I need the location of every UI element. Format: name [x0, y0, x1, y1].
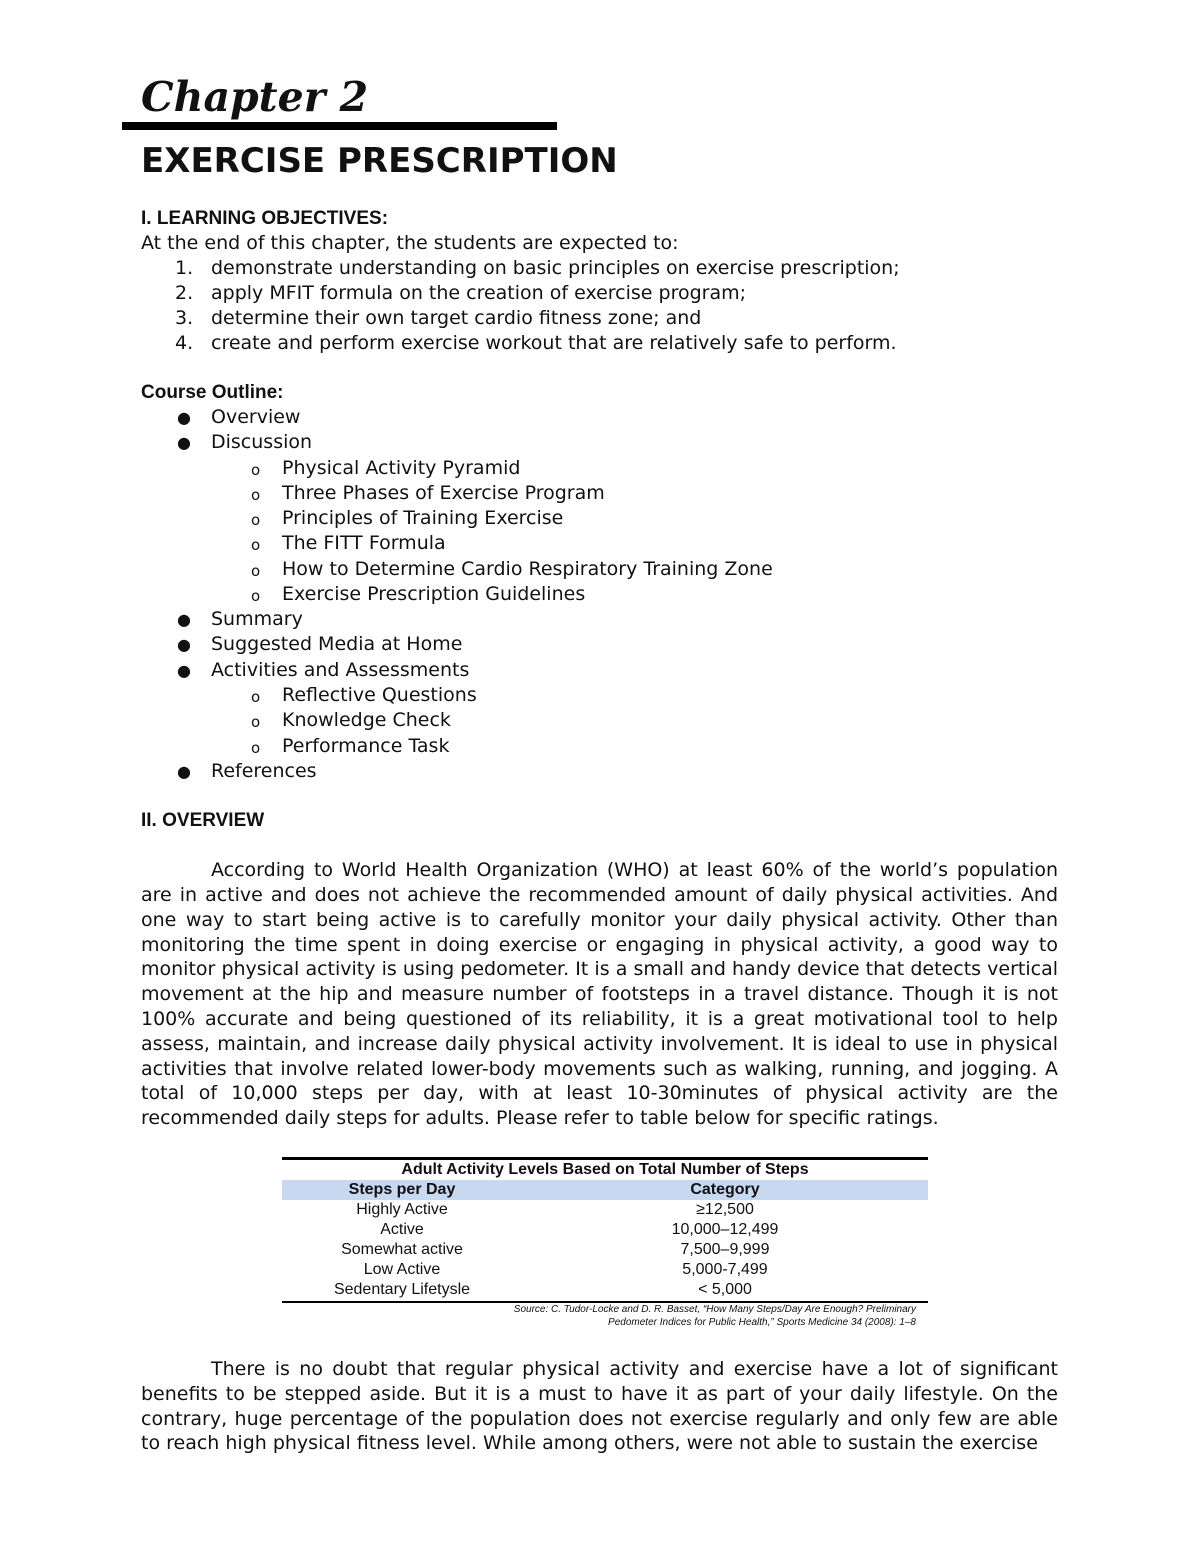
table-cell: Highly Active	[356, 1201, 448, 1219]
outline-subitem-label: How to Determine Cardio Respiratory Training Zone	[282, 557, 773, 580]
table-cell: 5,000-7,499	[682, 1261, 768, 1279]
steps-table-block	[141, 1131, 1058, 1349]
table-cell: Somewhat active	[341, 1241, 463, 1259]
outline-item-label: Activities and Assessments	[211, 658, 470, 681]
outline-subitem-label: Reflective Questions	[282, 684, 477, 707]
outline-subitem-label: The FITT Formula	[282, 532, 446, 555]
outline-subitem	[141, 557, 1058, 582]
outline-list	[141, 405, 1058, 784]
outline-item	[141, 405, 1058, 430]
objective-number: 2.	[175, 282, 194, 304]
table-cell: < 5,000	[698, 1281, 752, 1299]
outline-item-label: Summary	[211, 608, 303, 631]
objective-number: 1.	[175, 257, 194, 279]
table-caption: Adult Activity Levels Based on Total Number of Steps	[401, 1161, 809, 1179]
objectives-heading: I. LEARNING OBJECTIVES:	[141, 208, 389, 229]
objective-text: demonstrate understanding on basic principles on exercise prescription;	[211, 257, 900, 279]
overview-heading: II. OVERVIEW	[141, 810, 265, 832]
outline-subitem	[141, 506, 1058, 531]
document-body	[141, 206, 1058, 1456]
objective-item	[141, 256, 1058, 281]
bullet-icon: ●	[177, 610, 191, 630]
outline-sublist	[141, 683, 1058, 759]
table-cell: Active	[380, 1221, 424, 1239]
outline-subitem	[141, 456, 1058, 481]
table-header-cell: Steps per Day	[348, 1181, 456, 1199]
table-cell: Low Active	[363, 1261, 441, 1279]
objective-number: 3.	[175, 307, 194, 329]
bullet-icon: ●	[177, 761, 191, 781]
table-cell: 7,500–9,999	[680, 1241, 770, 1259]
objectives-list	[141, 256, 1058, 356]
outline-item	[141, 759, 1058, 784]
objective-text: create and perform exercise workout that are relatively safe to perform.	[211, 332, 897, 354]
table-row	[282, 1260, 928, 1280]
outline-heading: Course Outline:	[141, 382, 284, 403]
circle-bullet-icon: o	[251, 561, 261, 580]
overview-paragraph: According to World Health Organization (WHO) at least 60% of the world’s population are in active and does not achieve the recommended amount of daily physical activities. And one way to start being active is to carefully monitor your daily physical activity. Other than monitoring the time spent in doing exercise or engaging in physical activity, a good way to monitor physical activity is using pedometer. It is a small and handy device that detects vertical movement at the hip and measure number of footsteps in a travel distance. Though it is not 100% accurate and being questioned of its reliability, it is a great motivational tool to help assess, maintain, and increase daily physical activity involvement. It is ideal to use in physical activities that involve related lower-body movements such as walking, running, and jogging. A total of 10,000 steps per day, with at least 10-30minutes of physical activity are the recommended daily steps for adults. Please refer to table below for specific ratings.	[141, 859, 1058, 1130]
outline-item	[141, 632, 1058, 657]
table-row	[282, 1280, 928, 1300]
outline-item	[141, 607, 1058, 632]
objective-number: 4.	[175, 332, 194, 354]
table-source-line: Source: C. Tudor-Locke and D. R. Basset, “How Many Steps/Day Are Enough? Preliminary	[513, 1304, 916, 1316]
circle-bullet-icon: o	[251, 536, 261, 555]
outline-subitem	[141, 734, 1058, 759]
circle-bullet-icon: o	[251, 688, 261, 707]
circle-bullet-icon: o	[251, 586, 261, 605]
outline-subitem-label: Exercise Prescription Guidelines	[282, 582, 586, 605]
table-row	[282, 1240, 928, 1260]
table-cell: Sedentary Lifetysle	[333, 1281, 471, 1299]
objective-item	[141, 281, 1058, 306]
table-cell: 10,000–12,499	[671, 1221, 779, 1239]
table-header-row	[282, 1180, 928, 1200]
chapter-title: EXERCISE PRESCRIPTION	[141, 141, 618, 181]
outline-subitem-label: Physical Activity Pyramid	[282, 456, 521, 479]
objective-text: apply MFIT formula on the creation of exercise program;	[211, 282, 747, 304]
outline-item	[141, 658, 1058, 759]
outline-subitem	[141, 683, 1058, 708]
objective-text: determine their own target cardio fitness zone; and	[211, 307, 702, 329]
outline-sublist	[141, 456, 1058, 607]
chapter-label: Chapter 2	[141, 73, 369, 121]
outline-item-label: Suggested Media at Home	[211, 633, 463, 656]
outline-item-label: References	[211, 759, 317, 782]
bullet-icon: ●	[177, 433, 191, 453]
steps-table	[282, 1157, 928, 1329]
outline-subitem-label: Principles of Training Exercise	[282, 507, 564, 530]
bullet-icon: ●	[177, 635, 191, 655]
circle-bullet-icon: o	[251, 486, 261, 505]
table-source-line: Pedometer Indices for Public Health,” Sports Medicine 34 (2008): 1–8	[608, 1317, 916, 1329]
outline-subitem	[141, 708, 1058, 733]
outline-item-label: Overview	[211, 406, 301, 428]
objective-item	[141, 306, 1058, 331]
table-header-cell: Category	[690, 1181, 760, 1199]
outline-subitem	[141, 481, 1058, 506]
bullet-icon: ●	[177, 408, 191, 427]
outline-subitem-label: Performance Task	[282, 734, 450, 757]
circle-bullet-icon: o	[251, 511, 261, 530]
table-cell: ≥12,500	[696, 1201, 754, 1219]
chapter-rule	[122, 122, 557, 130]
circle-bullet-icon: o	[251, 713, 261, 732]
outline-item	[141, 430, 1058, 607]
outline-subitem	[141, 582, 1058, 607]
outline-item-label: Discussion	[211, 431, 313, 454]
outline-subitem-label: Three Phases of Exercise Program	[282, 482, 605, 505]
overview-paragraph: There is no doubt that regular physical activity and exercise have a lot of significant benefits to be stepped aside. But it is a must to have it as part of your daily lifestyle. On the contrary, huge percentage of the population does not exercise regularly and only few are able to reach high physical fitness level. While among others, were not able to sustain the exercise	[141, 1358, 1058, 1455]
outline-subitem-label: Knowledge Check	[282, 709, 451, 732]
bullet-icon: ●	[177, 660, 191, 680]
table-row	[282, 1220, 928, 1240]
circle-bullet-icon: o	[251, 738, 261, 757]
objective-item	[141, 331, 1058, 356]
objectives-intro: At the end of this chapter, the students are expected to:	[141, 232, 679, 254]
circle-bullet-icon: o	[251, 460, 261, 479]
table-row	[282, 1200, 928, 1220]
outline-subitem	[141, 531, 1058, 556]
